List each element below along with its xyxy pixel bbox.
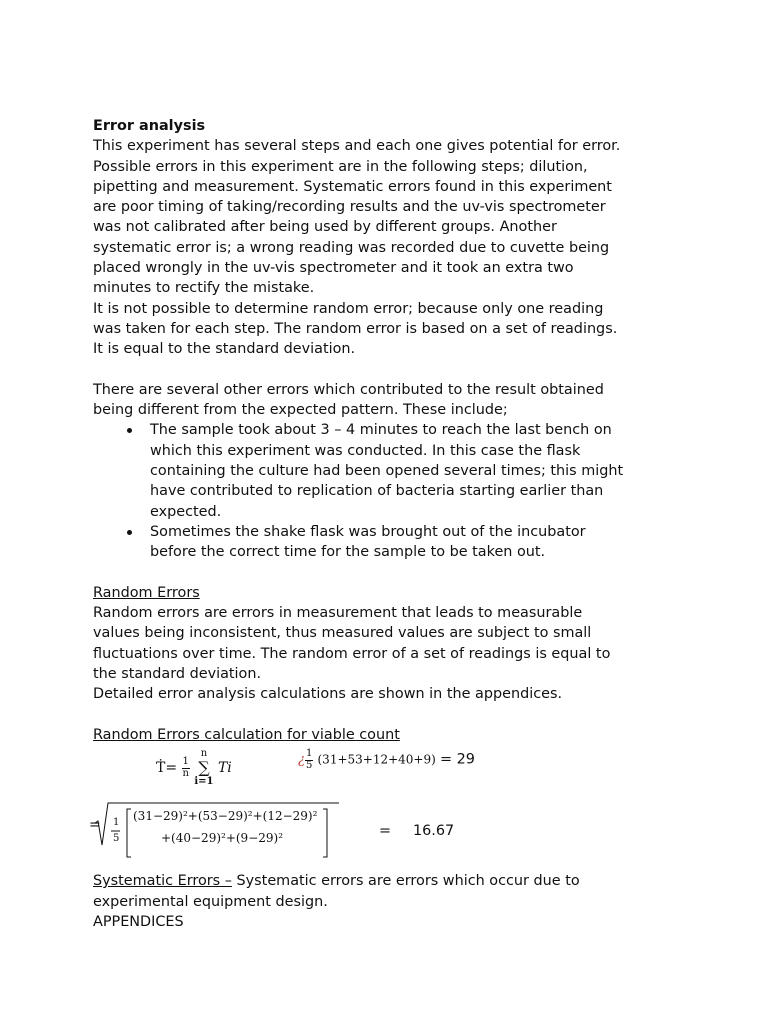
term: Ti xyxy=(217,760,232,777)
mean-definition xyxy=(156,749,232,787)
text-line: was taken for each step. The random error is based on a set of readings. xyxy=(93,320,618,337)
spacer xyxy=(93,360,683,380)
values-sum: (31+53+12+40+9) xyxy=(317,752,436,767)
list-item xyxy=(150,522,683,563)
text-line: There are several other errors which contributed to the result obtained xyxy=(93,381,604,398)
text-line: fluctuations over time. The random error of a set of readings is equal to xyxy=(93,645,611,662)
section-heading-calculation: Random Errors calculation for viable count xyxy=(93,726,400,743)
section-heading-random-errors: Random Errors xyxy=(93,584,200,601)
sd-frac-den: 5 xyxy=(113,833,120,845)
text-line: minutes to rectify the mistake. xyxy=(93,280,315,297)
appendices-heading: APPENDICES xyxy=(93,913,184,930)
standard-deviation-formula xyxy=(89,801,683,871)
sum-lower-limit: i=1 xyxy=(194,775,214,787)
sd-result-equals: = xyxy=(379,823,392,840)
sum-upper-limit: n xyxy=(200,748,208,760)
text-line: This experiment has several steps and each one gives potential for error. xyxy=(93,138,621,155)
sum-icon: ∑ xyxy=(198,757,210,777)
section-heading-systematic-errors: Systematic Errors – xyxy=(93,873,232,890)
text-line: the standard deviation. xyxy=(93,666,262,683)
text-span: Systematic errors are errors which occur due to xyxy=(231,873,580,890)
paragraph-error-analysis xyxy=(93,136,683,359)
mean-substitution xyxy=(298,749,475,771)
mean-symbol: Ṫ= xyxy=(156,760,178,777)
section-heading-error-analysis: Error analysis xyxy=(93,118,206,134)
sd-result: 16.67 xyxy=(413,823,455,840)
paragraph-other-errors xyxy=(93,380,683,421)
text-line: systematic error is; a wrong reading was recorded due to cuvette being xyxy=(93,239,610,256)
spacer xyxy=(93,563,683,583)
sd-line-2: +(40−29)²+(9−29)² xyxy=(161,831,284,846)
text-line: containing the culture had been opened several times; this might xyxy=(150,463,624,480)
text-line: pipetting and measurement. Systematic errors found in this experiment xyxy=(93,178,612,195)
text-line: values being inconsistent, thus measured values are subject to small xyxy=(93,625,592,642)
text-line: Possible errors in this experiment are in the following steps; dilution, xyxy=(93,158,588,175)
text-line: It is equal to the standard deviation. xyxy=(93,341,356,358)
summation xyxy=(194,749,213,787)
paragraph-random-errors xyxy=(93,603,683,704)
text-line: It is not possible to determine random error; because only one reading xyxy=(93,300,604,317)
bullet-icon xyxy=(127,530,132,535)
text-line: experimental equipment design. xyxy=(93,893,328,910)
denominator: 5 xyxy=(305,759,313,771)
unknown-glyph: ¿ xyxy=(298,752,305,768)
sd-line-1: (31−29)²+(53−29)²+(12−29)² xyxy=(133,809,318,824)
numerator: 1 xyxy=(182,756,189,768)
sd-equals: = xyxy=(89,817,101,834)
text-line: Sometimes the shake flask was brought out of the incubator xyxy=(150,523,586,540)
mean-formula xyxy=(93,745,683,801)
numerator: 1 xyxy=(305,748,313,760)
spacer xyxy=(93,705,683,725)
text-line: placed wrongly in the uv-vis spectrometer and it took an extra two xyxy=(93,260,574,277)
text-line: before the correct time for the sample to be taken out. xyxy=(150,544,546,561)
fraction-1-over-5 xyxy=(305,749,313,771)
text-line: The sample took about 3 – 4 minutes to reach the last bench on xyxy=(150,422,612,439)
sd-frac-num: 1 xyxy=(113,817,120,829)
text-line: Random errors are errors in measurement that leads to measurable xyxy=(93,605,583,622)
text-line: was not calibrated after being used by different groups. Another xyxy=(93,219,557,236)
bullet-list xyxy=(93,420,683,562)
text-line: have contributed to replication of bacteria starting earlier than xyxy=(150,483,604,500)
text-line: Detailed error analysis calculations are shown in the appendices. xyxy=(93,686,563,703)
text-line: expected. xyxy=(150,503,222,520)
denominator: n xyxy=(182,767,189,779)
text-line: which this experiment was conducted. In this case the flask xyxy=(150,442,581,459)
fraction-1-over-n xyxy=(182,757,190,779)
list-item xyxy=(150,420,683,521)
text-line: being different from the expected pattern. These include; xyxy=(93,402,508,419)
mean-result: = 29 xyxy=(439,751,475,768)
bullet-icon xyxy=(127,428,132,433)
systematic-errors-line xyxy=(93,871,683,891)
text-line: are poor timing of taking/recording results and the uv-vis spectrometer xyxy=(93,199,606,216)
document-page xyxy=(89,116,683,932)
